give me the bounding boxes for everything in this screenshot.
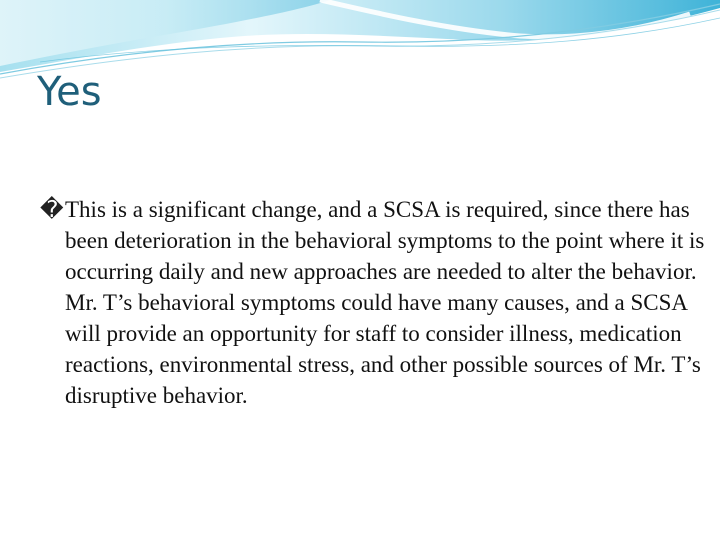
bullet-paragraph	[40, 194, 715, 411]
header-wave-decoration	[0, 0, 720, 90]
bullet-glyph-icon: �	[40, 197, 64, 222]
slide-title: Yes	[37, 69, 102, 115]
bullet-text: This is a significant change, and a SCSA is required, since there has been deterioration in the behavioral symptoms to the point where it is occurring daily and new approaches are needed to alter the behavior. Mr. T’s behavioral symptoms could have many causes, and a SCSA will provide an opportunity for staff to consider illness, medication reactions, environmental stress, and other possible sources of Mr. T’s disruptive behavior.	[65, 197, 705, 408]
